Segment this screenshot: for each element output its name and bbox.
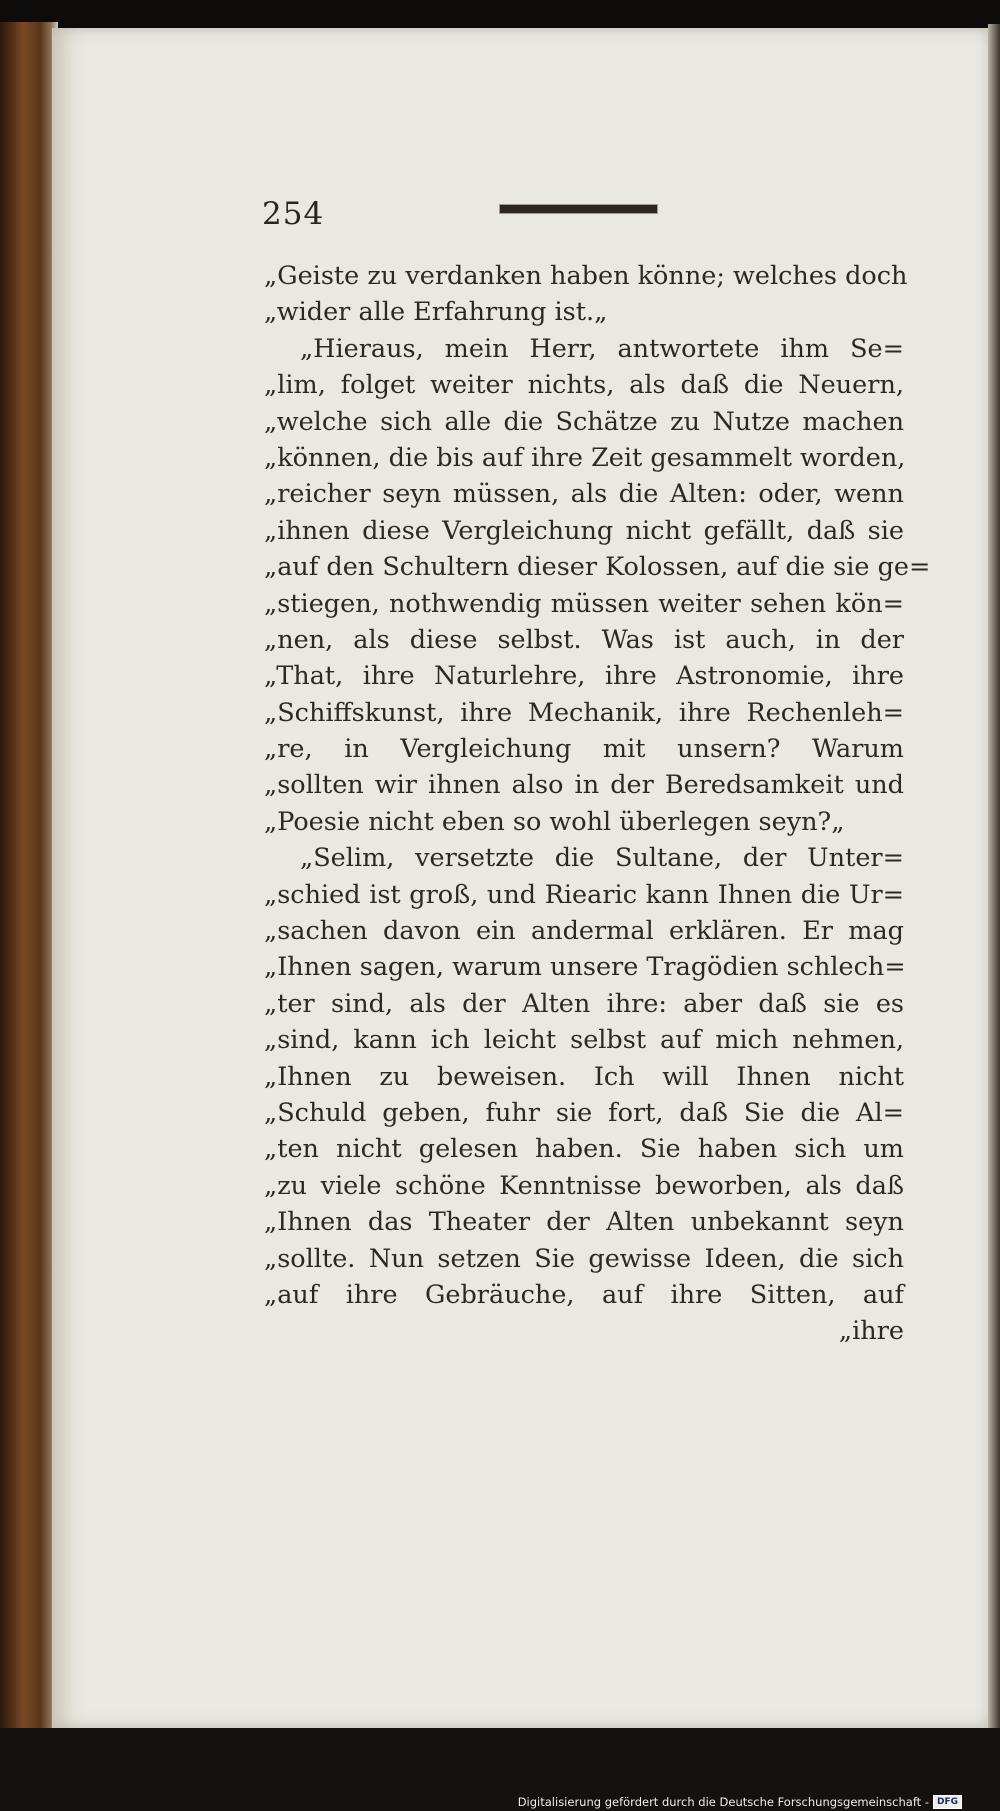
text-line: „welche sich alle die Schätze zu Nutze machen (264, 406, 904, 437)
text-line: „Selim, versetzte die Sultane, der Unter= (300, 843, 904, 874)
text-line: „ten nicht gelesen haben. Sie haben sich um (264, 1134, 904, 1165)
text-line: „Schiffskunst, ihre Mechanik, ihre Rechenleh= (264, 697, 904, 728)
text-line: „sachen davon ein andermal erklären. Er mag (264, 916, 904, 947)
text-line: „sind, kann ich leicht selbst auf mich nehmen, (264, 1025, 904, 1056)
text-line: „Hieraus, mein Herr, antwortete ihm Se= (300, 333, 904, 364)
text-line: „auf den Schultern dieser Kolossen, auf die sie ge= (264, 552, 931, 583)
text-line: „Geiste zu verdanken haben könne; welches doch (264, 261, 908, 291)
text-line: „nen, als diese selbst. Was ist auch, in der (264, 624, 904, 655)
text-line: „Ihnen das Theater der Alten unbekannt seyn (264, 1207, 904, 1238)
page-text-body (264, 258, 931, 1350)
text-line: „lim, folget weiter nichts, als daß die Neuern, (264, 370, 904, 401)
text-line: „sollten wir ihnen also in der Beredsamkeit und (264, 770, 904, 801)
text-line: „Ihnen sagen, warum unsere Tragödien schlech= (264, 952, 906, 983)
text-line: „ihnen diese Vergleichung nicht gefällt, daß sie (264, 515, 904, 546)
text-line: „ter sind, als der Alten ihre: aber daß sie es (264, 988, 904, 1019)
text-line: „re, in Vergleichung mit unsern? Warum (264, 734, 904, 765)
page-number: 254 (262, 196, 325, 232)
credit-text: Digitalisierung gefördert durch die Deutsche Forschungsgemeinschaft - (517, 1795, 929, 1809)
scan-background-top (0, 0, 1000, 30)
text-line: „können, die bis auf ihre Zeit gesammelt worden, (264, 442, 906, 473)
text-line: „Schuld geben, fuhr sie fort, daß Sie die Al= (264, 1097, 904, 1128)
catchword: „ihre (838, 1316, 904, 1347)
text-line: „That, ihre Naturlehre, ihre Astronomie, ihre (264, 661, 904, 692)
text-line: „wider alle Erfahrung ist.„ (264, 297, 608, 328)
text-line: „Ihnen zu beweisen. Ich will Ihnen nicht (264, 1061, 904, 1092)
text-line: „reicher seyn müssen, als die Alten: oder, wenn (264, 479, 904, 510)
text-line: „Poesie nicht eben so wohl überlegen seyn?„ (264, 806, 845, 837)
header-ornament-rule (500, 205, 657, 213)
text-line: „schied ist groß, und Riearic kann Ihnen die Ur= (264, 879, 904, 910)
dfg-logo: DFG (933, 1795, 962, 1809)
page-right-edge (988, 24, 1000, 1736)
digitization-credit (518, 1795, 962, 1809)
book-spine-edge (0, 22, 58, 1732)
text-line: „sollte. Nun setzen Sie gewisse Ideen, die sich (264, 1243, 904, 1274)
text-line: „auf ihre Gebräuche, auf ihre Sitten, auf (264, 1279, 904, 1310)
text-line: „zu viele schöne Kenntnisse beworben, als daß (264, 1170, 904, 1201)
text-line: „stiegen, nothwendig müssen weiter sehen kön= (264, 588, 904, 619)
